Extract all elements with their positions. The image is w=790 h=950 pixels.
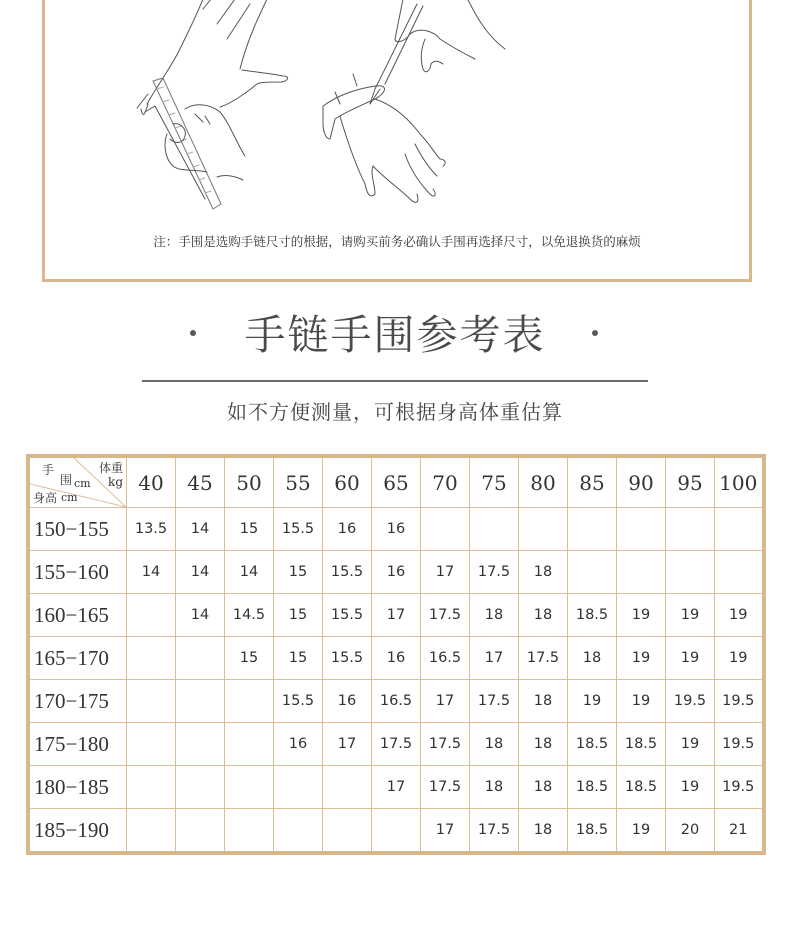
weight-header-cell: 50 <box>225 456 274 508</box>
wrist-size-cell <box>225 680 274 723</box>
weight-header-cell: 75 <box>470 456 519 508</box>
wrist-size-cell: 19 <box>715 594 764 637</box>
wrist-size-cell <box>225 723 274 766</box>
wrist-size-cell: 18.5 <box>568 809 617 854</box>
wrist-size-table <box>26 454 766 855</box>
wrist-size-cell: 17.5 <box>470 680 519 723</box>
height-range-cell: 170−175 <box>28 680 127 723</box>
wrist-size-cell: 19 <box>666 723 715 766</box>
height-range-cell: 185−190 <box>28 809 127 854</box>
wrist-size-cell: 19.5 <box>715 680 764 723</box>
table-row <box>28 766 764 809</box>
wrist-size-cell <box>176 809 225 854</box>
wrist-size-cell <box>225 809 274 854</box>
wrist-size-cell <box>176 680 225 723</box>
wrist-size-cell: 18.5 <box>568 594 617 637</box>
wrist-size-cell: 18 <box>470 594 519 637</box>
wrist-size-cell: 15.5 <box>323 551 372 594</box>
wrist-size-cell <box>274 809 323 854</box>
wrist-size-cell: 15 <box>225 637 274 680</box>
wrist-size-cell: 17.5 <box>470 551 519 594</box>
wrist-size-cell <box>225 766 274 809</box>
wrist-size-cell: 15.5 <box>323 594 372 637</box>
wrist-size-cell <box>127 637 176 680</box>
wrist-size-cell: 15.5 <box>274 508 323 551</box>
wrist-size-cell: 19 <box>666 594 715 637</box>
wrist-size-cell: 15.5 <box>274 680 323 723</box>
wrist-size-cell: 17 <box>372 594 421 637</box>
wrist-size-cell: 19 <box>617 809 666 854</box>
wrist-size-cell: 17.5 <box>421 766 470 809</box>
wrist-size-cell <box>127 723 176 766</box>
wrist-size-cell: 14 <box>176 594 225 637</box>
height-label: 身高 <box>33 491 58 505</box>
wrist-size-cell <box>470 508 519 551</box>
wrist-size-cell <box>176 637 225 680</box>
height-range-cell: 180−185 <box>28 766 127 809</box>
wrist-size-cell: 17 <box>421 551 470 594</box>
wrist-size-cell <box>372 809 421 854</box>
measurement-note: 注：手围是选购手链尺寸的根据，请购买前务必确认手围再选择尺寸，以免退换货的麻烦 <box>153 234 641 249</box>
wrist-size-cell: 19.5 <box>715 766 764 809</box>
wrist-size-cell: 15 <box>274 637 323 680</box>
height-range-cell: 155−160 <box>28 551 127 594</box>
wrist-size-cell: 15.5 <box>323 637 372 680</box>
wrist-size-cell: 18.5 <box>568 766 617 809</box>
wrist-size-cell <box>323 766 372 809</box>
measurement-guide-frame <box>42 0 752 282</box>
weight-header-cell: 80 <box>519 456 568 508</box>
wrist-size-cell <box>666 551 715 594</box>
wrist-size-cell: 14 <box>176 508 225 551</box>
height-range-cell: 165−170 <box>28 637 127 680</box>
table-row <box>28 637 764 680</box>
wrist-size-cell: 15 <box>274 551 323 594</box>
wrist-size-cell: 20 <box>666 809 715 854</box>
weight-header-cell: 40 <box>127 456 176 508</box>
wrist-size-cell: 21 <box>715 809 764 854</box>
wrist-size-cell: 18.5 <box>617 766 666 809</box>
wrist-size-cell: 19 <box>617 594 666 637</box>
wrist-size-cell: 14 <box>176 551 225 594</box>
height-range-cell: 150−155 <box>28 508 127 551</box>
wrist-label-1: 手 <box>42 463 55 477</box>
wrist-size-cell: 17.5 <box>421 594 470 637</box>
weight-header-cell: 70 <box>421 456 470 508</box>
wrist-size-cell <box>519 508 568 551</box>
wrist-size-cell: 14.5 <box>225 594 274 637</box>
wrist-size-cell: 17.5 <box>372 723 421 766</box>
wrist-size-cell <box>568 508 617 551</box>
table-header-row <box>28 456 764 508</box>
height-range-cell: 175−180 <box>28 723 127 766</box>
wrist-size-cell: 18 <box>519 723 568 766</box>
wrist-size-cell: 16 <box>323 680 372 723</box>
wrist-size-cell: 18 <box>568 637 617 680</box>
table-row <box>28 508 764 551</box>
wrist-size-cell: 19 <box>617 680 666 723</box>
height-range-cell: 160−165 <box>28 594 127 637</box>
wrist-size-cell: 16.5 <box>372 680 421 723</box>
wrist-size-cell: 19 <box>617 637 666 680</box>
wrist-size-cell: 13.5 <box>127 508 176 551</box>
wrist-size-cell <box>176 766 225 809</box>
wrist-size-cell: 17.5 <box>519 637 568 680</box>
wrist-size-cell: 17.5 <box>470 809 519 854</box>
wrist-measuring-illustration <box>45 0 749 224</box>
wrist-size-cell: 17.5 <box>421 723 470 766</box>
weight-header-cell: 55 <box>274 456 323 508</box>
title-right-dot <box>592 330 598 336</box>
wrist-size-cell: 16 <box>323 508 372 551</box>
weight-header-cell: 85 <box>568 456 617 508</box>
wrist-size-cell: 14 <box>225 551 274 594</box>
weight-header-cell: 45 <box>176 456 225 508</box>
wrist-size-cell: 17 <box>470 637 519 680</box>
wrist-size-cell <box>274 766 323 809</box>
wrist-size-cell: 17 <box>323 723 372 766</box>
weight-header-cell: 90 <box>617 456 666 508</box>
wrist-size-cell <box>715 551 764 594</box>
wrist-size-cell: 16 <box>372 508 421 551</box>
wrist-size-cell: 17 <box>421 680 470 723</box>
page-title: 手链手围参考表 <box>244 311 546 359</box>
wrist-size-cell <box>323 809 372 854</box>
wrist-size-cell <box>617 551 666 594</box>
wrist-size-cell: 17 <box>421 809 470 854</box>
weight-header-cell: 60 <box>323 456 372 508</box>
wrist-size-cell: 19 <box>715 637 764 680</box>
wrist-size-cell <box>715 508 764 551</box>
wrist-size-cell: 15 <box>274 594 323 637</box>
wrist-size-cell: 16.5 <box>421 637 470 680</box>
wrist-size-cell: 18 <box>470 723 519 766</box>
wrist-label-2: 围 <box>60 473 73 487</box>
wrist-size-cell: 19 <box>666 766 715 809</box>
height-unit: cm <box>61 491 78 504</box>
wrist-size-cell: 16 <box>372 637 421 680</box>
wrist-size-cell: 18 <box>519 766 568 809</box>
page-subtitle: 如不方便测量，可根据身高体重估算 <box>227 400 563 424</box>
table-row <box>28 594 764 637</box>
wrist-size-cell: 18 <box>470 766 519 809</box>
wrist-size-cell: 16 <box>274 723 323 766</box>
wrist-size-cell <box>127 766 176 809</box>
hand-paper-strip-illustration <box>323 0 505 202</box>
wrist-size-cell <box>568 551 617 594</box>
weight-unit: kg <box>108 475 123 489</box>
weight-header-cell: 95 <box>666 456 715 508</box>
corner-header-cell <box>28 456 127 508</box>
wrist-size-cell: 18.5 <box>617 723 666 766</box>
weight-header-cell: 65 <box>372 456 421 508</box>
table-row <box>28 551 764 594</box>
wrist-size-cell: 18 <box>519 680 568 723</box>
table-row <box>28 809 764 854</box>
wrist-size-cell <box>127 809 176 854</box>
wrist-size-cell <box>617 508 666 551</box>
hand-ruler-illustration <box>137 0 288 209</box>
wrist-size-cell <box>421 508 470 551</box>
wrist-size-cell: 18 <box>519 551 568 594</box>
weight-label: 体重 <box>98 461 123 475</box>
wrist-size-cell: 18 <box>519 809 568 854</box>
title-block <box>0 300 790 366</box>
wrist-size-cell <box>666 508 715 551</box>
wrist-size-cell <box>127 680 176 723</box>
wrist-size-cell: 18.5 <box>568 723 617 766</box>
wrist-size-cell: 19 <box>568 680 617 723</box>
wrist-size-cell <box>127 594 176 637</box>
wrist-size-cell: 19.5 <box>715 723 764 766</box>
wrist-size-cell: 17 <box>372 766 421 809</box>
wrist-size-cell: 18 <box>519 594 568 637</box>
wrist-size-cell: 14 <box>127 551 176 594</box>
weight-header-cell: 100 <box>715 456 764 508</box>
wrist-unit: cm <box>74 477 91 490</box>
wrist-size-cell: 16 <box>372 551 421 594</box>
wrist-size-cell: 15 <box>225 508 274 551</box>
wrist-size-cell: 19.5 <box>666 680 715 723</box>
wrist-size-cell <box>176 723 225 766</box>
title-divider <box>142 380 648 382</box>
table-row <box>28 680 764 723</box>
table-row <box>28 723 764 766</box>
wrist-size-cell: 19 <box>666 637 715 680</box>
